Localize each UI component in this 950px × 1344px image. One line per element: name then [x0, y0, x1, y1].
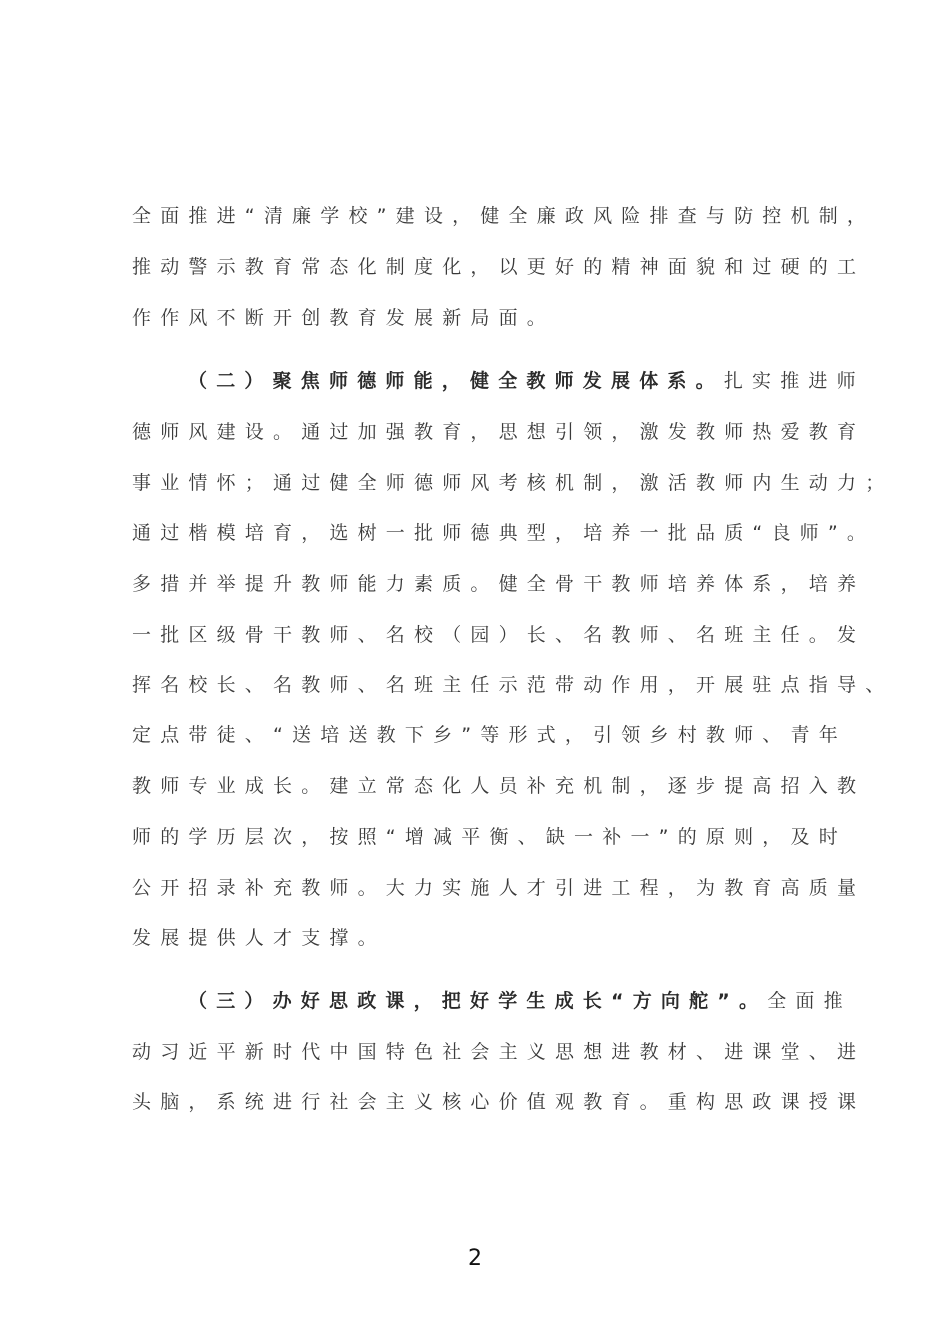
paragraph-1-line-1: 全面推进“清廉学校”建设，健全廉政风险排查与防控机制，: [132, 205, 876, 227]
paragraph-3-line-2: 头脑，系统进行社会主义核心价值观教育。重构思政课授课: [132, 1091, 866, 1113]
paragraph-2-first-line-rest: 扎实推进师: [723, 370, 865, 392]
paragraph-2-line-3: 通过楷模培育，选树一批师德典型，培养一批品质“良师”。: [132, 522, 876, 544]
paragraph-2-first-line: [188, 368, 865, 394]
paragraph-2-line-4: 多措并举提升教师能力素质。健全骨干教师培养体系，培养: [132, 573, 866, 595]
paragraph-2-line-6: 挥名校长、名教师、名班主任示范带动作用，开展驻点指导、: [132, 674, 894, 696]
page-number: 2: [468, 1246, 482, 1271]
paragraph-2-line-7: 定点带徒、“送培送教下乡”等形式，引领乡村教师、青年: [132, 724, 847, 746]
section-heading-2: （二）聚焦师德师能，健全教师发展体系。: [188, 370, 724, 392]
section-heading-3: （三）办好思政课，把好学生成长“方向舵”。: [188, 990, 768, 1012]
paragraph-2-line-9: 师的学历层次，按照“增减平衡、缺一补一”的原则，及时: [132, 826, 847, 848]
paragraph-2-line-1: 德师风建设。通过加强教育，思想引领，激发教师热爱教育: [132, 421, 866, 443]
paragraph-3-first-line-rest: 全面推: [767, 990, 852, 1012]
paragraph-3-first-line: [188, 988, 852, 1014]
paragraph-2-line-11: 发展提供人才支撑。: [132, 927, 386, 949]
paragraph-2-line-8: 教师专业成长。建立常态化人员补充机制，逐步提高招入教: [132, 775, 866, 797]
paragraph-1-line-3: 作作风不断开创教育发展新局面。: [132, 307, 556, 329]
paragraph-3-line-1: 动习近平新时代中国特色社会主义思想进教材、进课堂、进: [132, 1041, 866, 1063]
paragraph-2-line-10: 公开招录补充教师。大力实施人才引进工程，为教育高质量: [132, 877, 866, 899]
paragraph-2-line-2: 事业情怀；通过健全师德师风考核机制，激活教师内生动力；: [132, 472, 894, 494]
paragraph-2-line-5: 一批区级骨干教师、名校（园）长、名教师、名班主任。发: [132, 624, 866, 646]
paragraph-1-line-2: 推动警示教育常态化制度化，以更好的精神面貌和过硬的工: [132, 256, 866, 278]
